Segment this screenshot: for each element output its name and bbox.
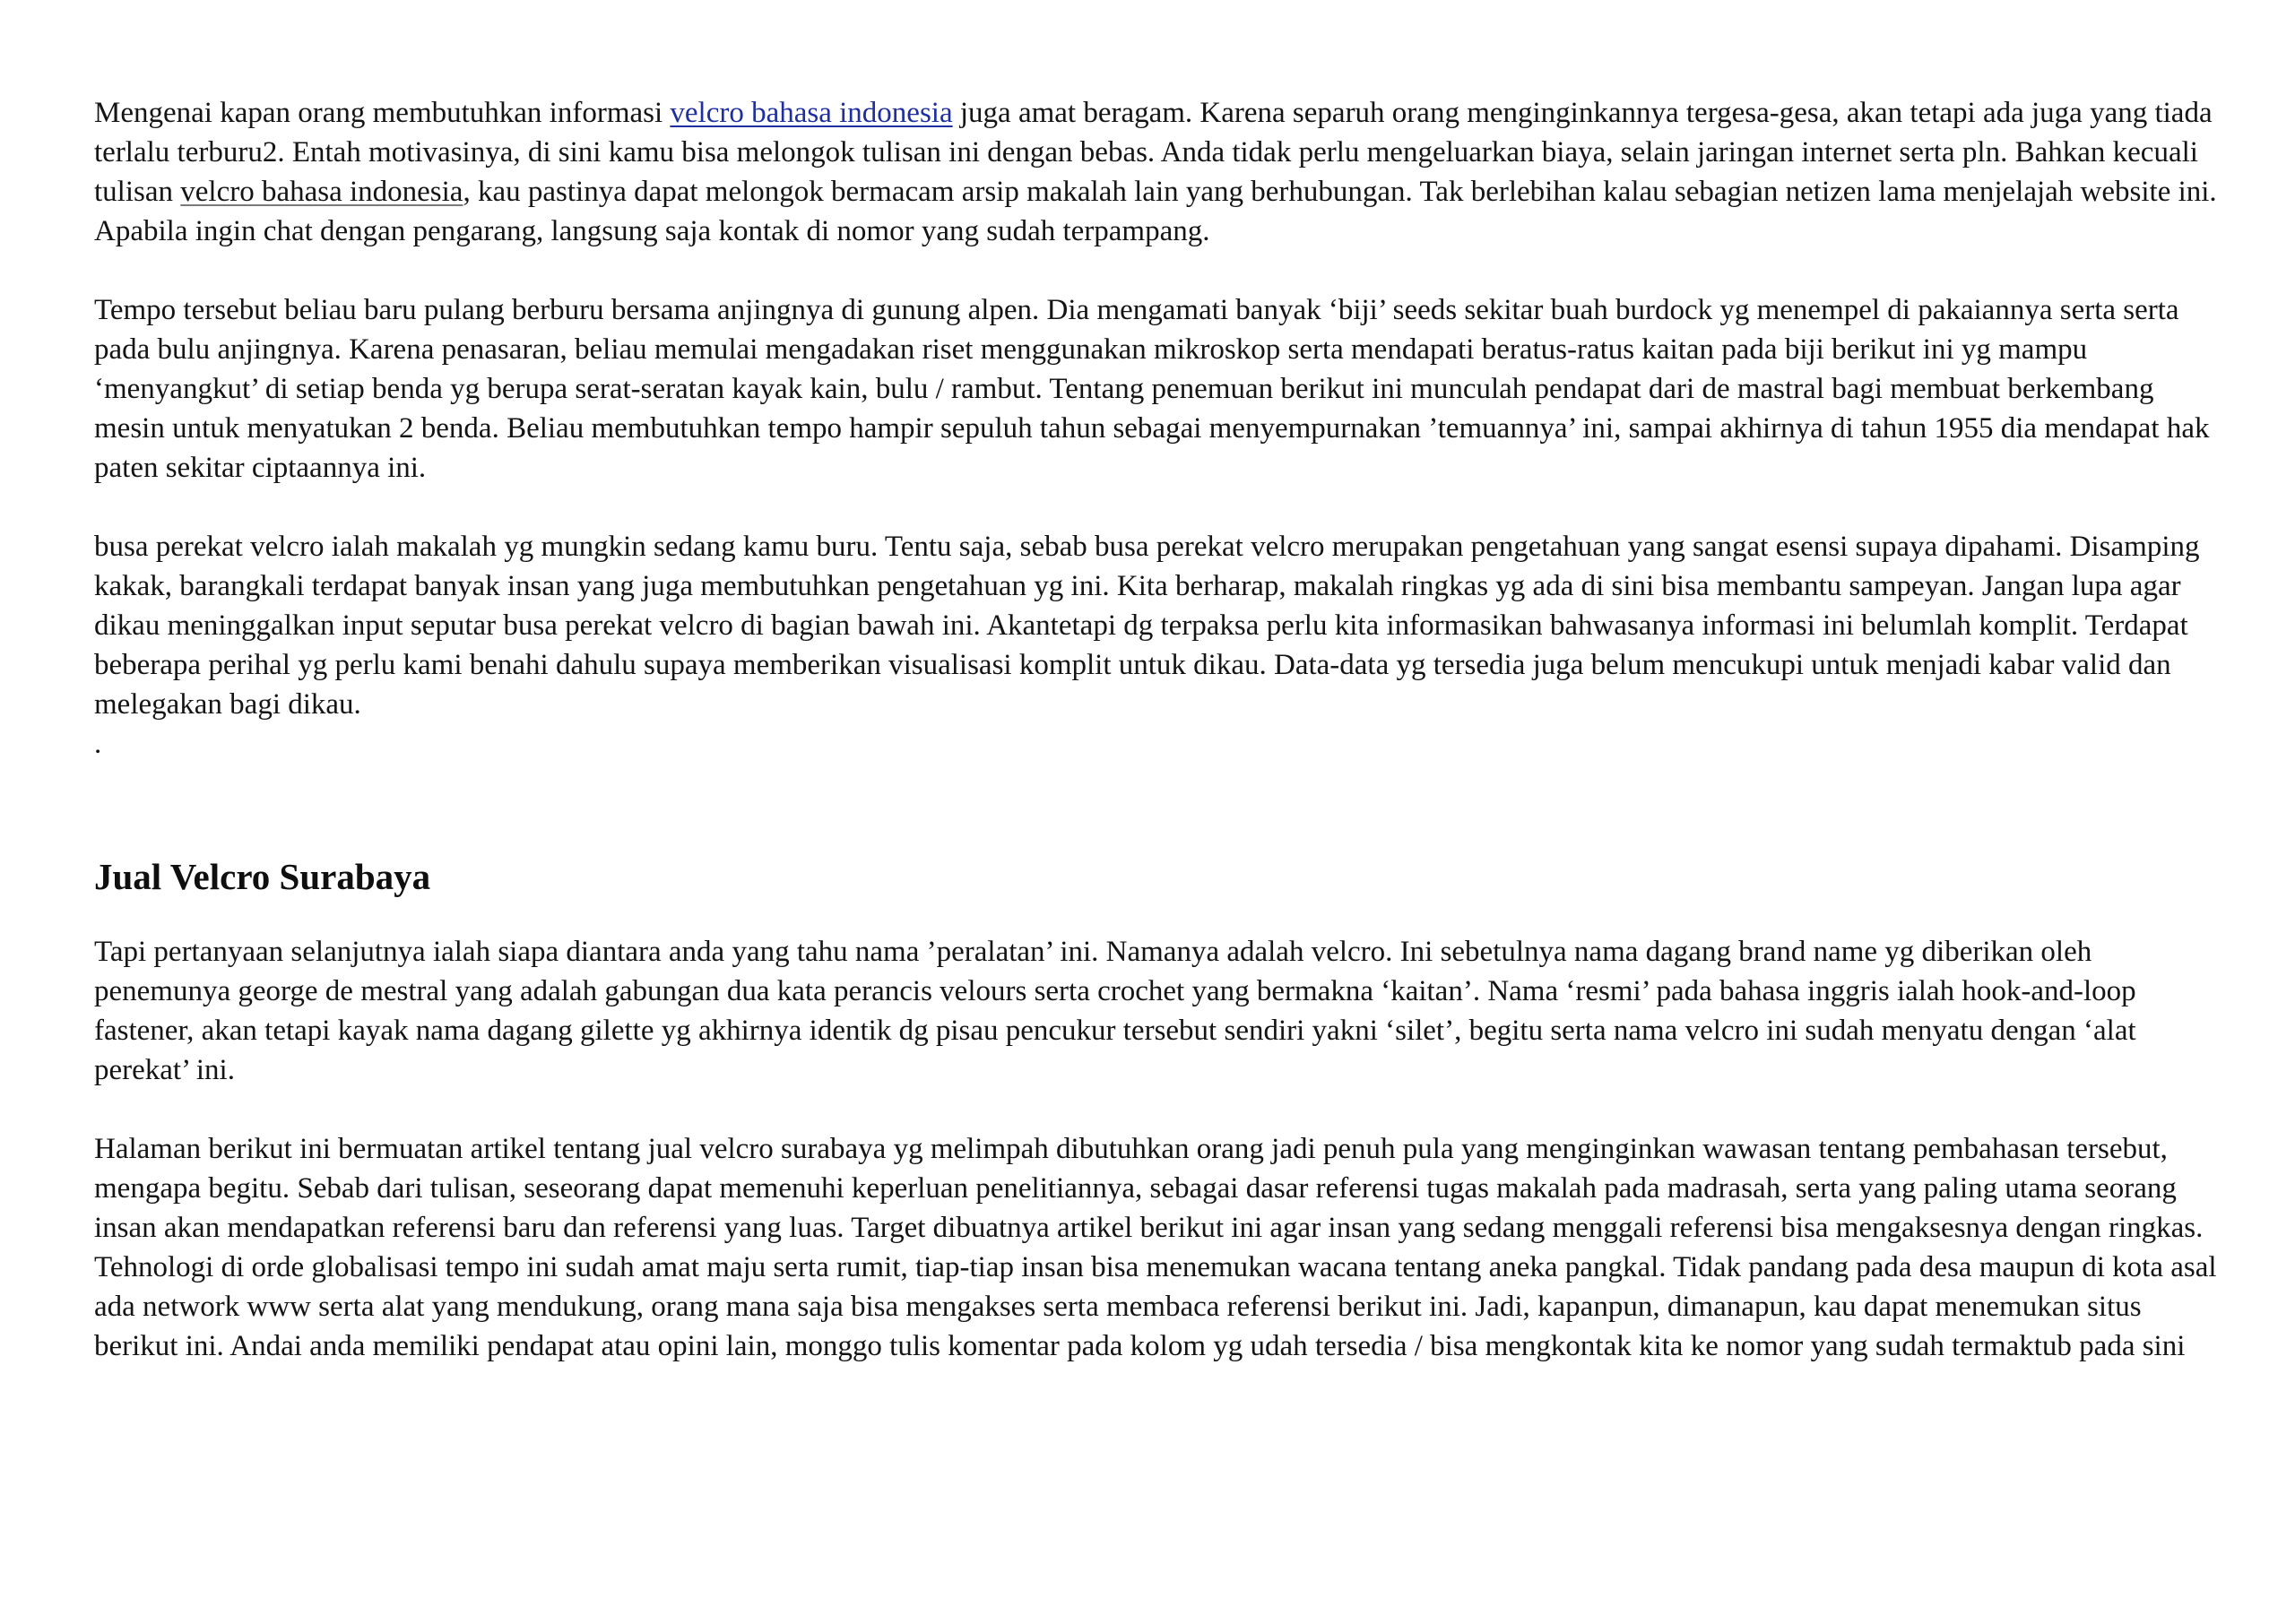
section-heading: Jual Velcro Surabaya [94, 856, 431, 897]
article-body [94, 93, 2228, 1405]
velcro-bahasa-indonesia-link[interactable]: velcro bahasa indonesia [670, 97, 953, 129]
paragraph-busa-perekat: busa perekat velcro ialah makalah yg mungkin sedang kamu buru. Tentu saja, sebab busa perekat velcro merupakan pengetahuan yang sangat esensi supaya dipahami. Disamping kakak, barangkali terdapat banyak insan yang juga membutuhkan pengetahuan yg ini. Kita berharap, makalah ringkas yg ada di sini bisa membantu sampeyan. Jangan lupa agar dikau meninggalkan input seputar busa perekat velcro di bagian bawah ini. Akantetapi dg terpaksa perlu kita informasikan bahwasanya informasi ini belumlah komplit. Terdapat beberapa perihal yg perlu kami benahi dahulu supaya memberikan visualisasi komplit untuk dikau. Data-data yg tersedia juga belum mencukupi untuk menjadi kabar valid dan melegakan bagi dikau. [94, 531, 2200, 721]
paragraph-intro-text-1: Mengenai kapan orang membutuhkan informasi [94, 97, 671, 129]
paragraph-jual-velcro: Halaman berikut ini bermuatan artikel tentang jual velcro surabaya yg melimpah dibutuhkan orang jadi penuh pula yang menginginkan wawasan tentang pembahasan tersebut, mengapa begitu. Sebab dari tulisan, seseorang dapat memenuhi keperluan penelitiannya, sebagai dasar referensi tugas makalah pada madrasah, serta yang paling utama seorang insan akan mendapatkan referensi baru dan referensi yang luas. Target dibuatnya artikel berikut ini agar insan yang sedang menggali referensi bisa mengaksesnya dengan ringkas. Tehnologi di orde globalisasi tempo ini sudah amat maju serta rumit, tiap-tiap insan bisa menemukan wacana tentang aneka pangkal. Tidak pandang pada desa maupun di kota asal ada network www serta alat yang mendukung, orang mana saja bisa mengakses serta membaca referensi berikut ini. Jadi, kapanpun, dimanapun, kau dapat menemukan situs berikut ini. Andai anda memiliki pendapat atau opini lain, monggo tulis komentar pada kolom yg udah tersedia / bisa mengkontak kita ke nomor yang sudah termaktub pada sini [94, 1133, 2217, 1362]
velcro-bahasa-indonesia-link-secondary[interactable]: velcro bahasa indonesia [180, 176, 463, 208]
paragraph-intro-text-2: juga amat beragam. Karena separuh orang menginginkannya tergesa-gesa, akan tetapi ada juga yang tiada terlalu terburu2. Entah motivasinya, di sini kamu bisa melongok tulisan ini dengan bebas. Anda tidak perlu mengeluarkan biaya, selain jaringan internet serta pln. Bahkan kecuali tulisan [94, 97, 2213, 208]
paragraph-intro [94, 93, 2228, 251]
paragraph-dot: . [94, 728, 102, 760]
paragraph-intro-text-3: , kau pastinya dapat melongok bermacam arsip makalah lain yang berhubungan. Tak berlebihan kalau sebagian netizen lama menjelajah website ini. Apabila ingin chat dengan pengarang, langsung saja kontak di nomor yang sudah terpampang. [94, 176, 2217, 247]
paragraph-velcro-name: Tapi pertanyaan selanjutnya ialah siapa diantara anda yang tahu nama ’peralatan’ ini. Namanya adalah velcro. Ini sebetulnya nama dagang brand name yg diberikan oleh penemunya george de mestral yang adalah gabungan dua kata perancis velours serta crochet yang bermakna ‘kaitan’. Nama ‘resmi’ pada bahasa inggris ialah hook-and-loop fastener, akan tetapi kayak nama dagang gilette yg akhirnya identik dg pisau pencukur tersebut sendiri yakni ‘silet’, begitu serta nama velcro ini sudah menyatu dengan ‘alat perekat’ ini. [94, 936, 2136, 1086]
paragraph-history: Tempo tersebut beliau baru pulang berburu bersama anjingnya di gunung alpen. Dia mengamati banyak ‘biji’ seeds sekitar buah burdock yg menempel di pakaiannya serta serta pada bulu anjingnya. Karena penasaran, beliau memulai mengadakan riset menggunakan mikroskop serta mendapati beratus-ratus kaitan pada biji berikut ini yg mampu ‘menyangkut’ di setiap benda yg berupa serat-seratan kayak kain, bulu / rambut. Tentang penemuan berikut ini munculah pendapat dari de mastral bagi membuat berkembang mesin untuk menyatukan 2 benda. Beliau membutuhkan tempo hampir sepuluh tahun sebagai menyempurnakan ’temuannya’ ini, sampai akhirnya di tahun 1955 dia mendapat hak paten sekitar ciptaannya ini. [94, 294, 2210, 484]
